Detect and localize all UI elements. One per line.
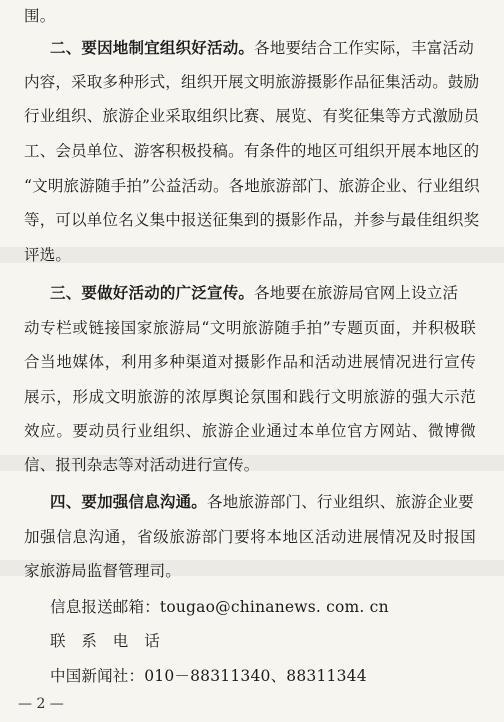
section-3-heading: 三、要做好活动的广泛宣传。	[50, 283, 255, 302]
section-2-line-5: “文明旅游随手拍”公益活动。各地旅游部门、旅游企业、行业组织	[24, 177, 480, 195]
section-2-line-1: 二、要因地制宜组织好活动。各地要结合工作实际，丰富活动	[50, 38, 474, 57]
section-2-line-3: 行业组织、旅游企业采取组织比赛、展览、有奖征集等方式激励员	[24, 107, 480, 125]
phone-label: 联 系 电 话	[50, 632, 160, 650]
section-3-line-5: 效应。要动员行业组织、旅游企业通过本单位官方网站、微博微	[24, 422, 476, 440]
section-2-line-2: 内容，采取多种形式，组织开展文明旅游摄影作品征集活动。鼓励	[24, 73, 480, 91]
section-3-line-2: 动专栏或链接国家旅游局“文明旅游随手拍”专题页面，并积极联	[24, 319, 476, 337]
section-4-line-3: 家旅游局监督管理司。	[24, 562, 182, 580]
page-number: — 2 —	[18, 696, 64, 712]
section-3-line-1: 三、要做好活动的广泛宣传。各地要在旅游局官网上设立活	[50, 283, 459, 302]
section-2-line-6: 等，可以单位名义集中报送征集到的摄影作品，并参与最佳组织奖	[24, 211, 480, 229]
section-3-line-6: 信、报刊杂志等对活动进行宣传。	[24, 456, 260, 474]
section-2-line-7: 评选。	[24, 246, 72, 264]
section-3-line-3: 合当地媒体，利用多种渠道对摄影作品和活动进展情况进行宣传	[24, 353, 476, 371]
email-address: tougao@chinanews. com. cn	[159, 598, 389, 616]
section-2-heading: 二、要因地制宜组织好活动。	[50, 38, 255, 57]
section-3-line-4: 展示，形成文明旅游的浓厚舆论氛围和践行文明旅游的强大示范	[24, 388, 476, 406]
email-label: 信息报送邮箱：	[50, 598, 160, 616]
section-4-line-1: 四、要加强信息沟通。各地旅游部门、行业组织、旅游企业要	[50, 492, 474, 511]
section-4-line-2: 加强信息沟通，省级旅游部门要将本地区活动进展情况及时报国	[24, 528, 476, 546]
section-2-line-4: 工、会员单位、游客积极投稿。有条件的地区可组织开展本地区的	[24, 142, 480, 160]
email-line	[0, 597, 504, 617]
paragraph-tail: 围。	[24, 7, 56, 25]
phone-numbers: 中国新闻社：010－88311340、88311344	[50, 667, 367, 685]
section-4-heading: 四、要加强信息沟通。	[50, 492, 208, 511]
